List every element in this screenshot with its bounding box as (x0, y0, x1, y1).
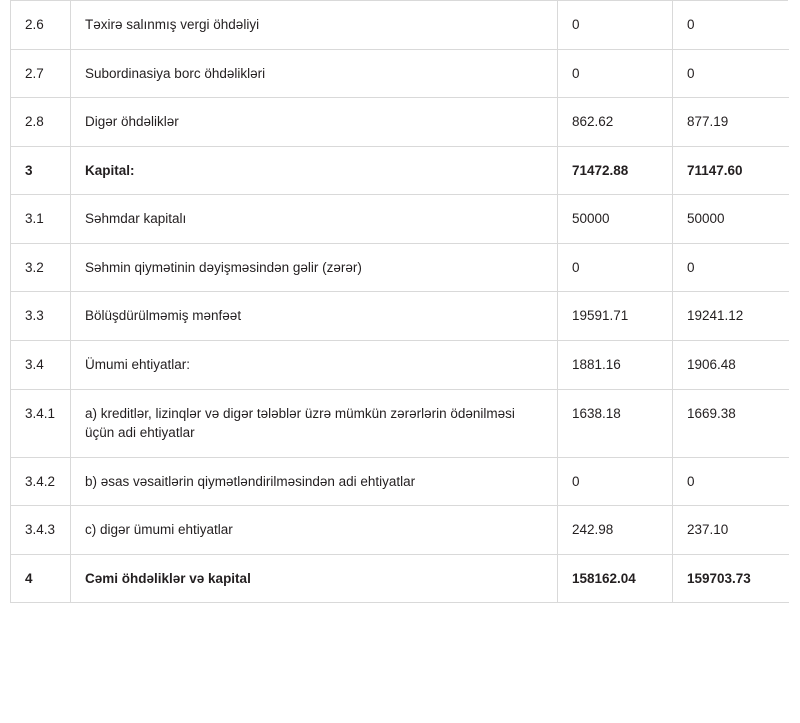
row-value-1: 0 (558, 457, 673, 506)
row-code: 3.4 (11, 340, 71, 389)
row-description: Subordinasiya borc öhdəlikləri (71, 49, 558, 98)
row-value-1: 1638.18 (558, 389, 673, 457)
row-description: Digər öhdəliklər (71, 98, 558, 147)
table-row (11, 1, 789, 50)
table-row (11, 389, 789, 457)
row-code: 3.4.3 (11, 506, 71, 555)
row-value-1: 50000 (558, 195, 673, 244)
row-code: 3.3 (11, 292, 71, 341)
row-value-1: 0 (558, 243, 673, 292)
row-description: Ümumi ehtiyatlar: (71, 340, 558, 389)
table-row (11, 49, 789, 98)
row-code: 3.4.1 (11, 389, 71, 457)
row-description: Cəmi öhdəliklər və kapital (71, 554, 558, 603)
row-code: 2.7 (11, 49, 71, 98)
row-code: 3 (11, 146, 71, 195)
row-code: 3.1 (11, 195, 71, 244)
row-value-2: 71147.60 (673, 146, 789, 195)
row-value-1: 242.98 (558, 506, 673, 555)
row-value-2: 0 (673, 49, 789, 98)
row-description: Təxirə salınmış vergi öhdəliyi (71, 1, 558, 50)
row-value-1: 0 (558, 1, 673, 50)
table-row (11, 98, 789, 147)
row-value-2: 1906.48 (673, 340, 789, 389)
row-value-1: 1881.16 (558, 340, 673, 389)
row-description: c) digər ümumi ehtiyatlar (71, 506, 558, 555)
row-description: Kapital: (71, 146, 558, 195)
row-value-1: 0 (558, 49, 673, 98)
table-row (11, 243, 789, 292)
row-value-2: 0 (673, 243, 789, 292)
row-value-1: 19591.71 (558, 292, 673, 341)
row-value-2: 877.19 (673, 98, 789, 147)
row-description: b) əsas vəsaitlərin qiymətləndirilməsindən adi ehtiyatlar (71, 457, 558, 506)
row-value-2: 1669.38 (673, 389, 789, 457)
row-value-2: 0 (673, 457, 789, 506)
row-value-2: 50000 (673, 195, 789, 244)
row-value-2: 0 (673, 1, 789, 50)
row-description: Səhmdar kapitalı (71, 195, 558, 244)
row-value-1: 71472.88 (558, 146, 673, 195)
row-description: a) kreditlər, lizinqlər və digər tələblər üzrə mümkün zərərlərin ödənilməsi üçün adi ehtiyatlar (71, 389, 558, 457)
row-code: 2.8 (11, 98, 71, 147)
row-value-2: 237.10 (673, 506, 789, 555)
row-value-1: 862.62 (558, 98, 673, 147)
row-code: 2.6 (11, 1, 71, 50)
table-row (11, 506, 789, 555)
row-description: Bölüşdürülməmiş mənfəət (71, 292, 558, 341)
row-code: 3.4.2 (11, 457, 71, 506)
row-value-2: 159703.73 (673, 554, 789, 603)
table-body (11, 1, 789, 603)
table-row (11, 195, 789, 244)
table-row (11, 340, 789, 389)
table-row (11, 457, 789, 506)
page-bottom-margin (0, 603, 800, 643)
table-row (11, 146, 789, 195)
row-code: 4 (11, 554, 71, 603)
row-value-1: 158162.04 (558, 554, 673, 603)
row-description: Səhmin qiymətinin dəyişməsindən gəlir (zərər) (71, 243, 558, 292)
table-row (11, 292, 789, 341)
row-code: 3.2 (11, 243, 71, 292)
financial-statement-table (10, 0, 789, 603)
table-row (11, 554, 789, 603)
row-value-2: 19241.12 (673, 292, 789, 341)
